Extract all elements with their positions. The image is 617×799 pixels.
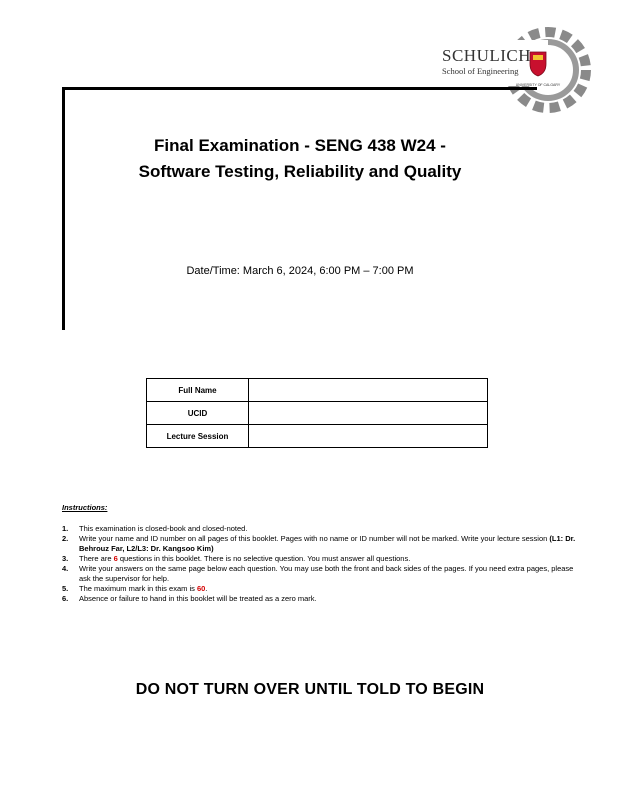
list-item — [62, 554, 582, 564]
item-text-tail: . — [205, 584, 208, 593]
item-number: 2. — [62, 534, 69, 543]
item-number: 1. — [62, 524, 69, 533]
do-not-turn-over-warning: DO NOT TURN OVER UNTIL TOLD TO BEGIN — [135, 681, 485, 698]
item-text-tail: questions in this booklet. There is no selective question. You must answer all questions. — [117, 554, 411, 563]
table-row — [147, 402, 488, 425]
list-item — [62, 524, 582, 534]
list-item — [62, 564, 582, 584]
exam-title — [90, 133, 510, 185]
question-count: 6 — [113, 554, 118, 563]
item-bold-text: (L1: Dr. Behrouz Far, L2/L3: Dr. Kangsoo Kim) — [79, 534, 576, 553]
list-item — [62, 594, 582, 604]
item-number: 5. — [62, 584, 69, 593]
schulich-logo — [436, 18, 596, 118]
list-item — [62, 584, 582, 594]
full-name-field[interactable] — [249, 379, 488, 402]
student-info-table — [146, 378, 488, 448]
exam-datetime: Date/Time: March 6, 2024, 6:00 PM – 7:00 PM — [186, 265, 414, 277]
table-row — [147, 425, 488, 448]
item-text: There are — [79, 554, 114, 563]
crest-text: UNIVERSITY OF CALGARY — [515, 83, 561, 87]
item-text: The maximum mark in this exam is — [79, 584, 197, 593]
item-text: Absence or failure to hand in this booklet will be treated as a zero mark. — [79, 594, 317, 603]
item-number: 3. — [62, 554, 69, 563]
exam-title-line1: Final Examination - SENG 438 W24 - — [154, 136, 446, 155]
ucid-label: UCID — [147, 402, 249, 425]
item-text: Write your name and ID number on all pages of this booklet. Pages with no name or ID number will not be marked. Write your lecture session — [79, 534, 550, 543]
frame-left-border — [62, 87, 65, 330]
instructions-list — [62, 524, 582, 604]
max-mark: 60 — [196, 584, 206, 593]
full-name-label: Full Name — [147, 379, 249, 402]
item-text: Write your answers on the same page below each question. You may use both the front and back sides of the pages. If you need extra pages, please ask the supervisor for help. — [79, 564, 574, 583]
lecture-session-field[interactable] — [249, 425, 488, 448]
crest-icon — [530, 52, 546, 76]
logo-subtitle: School of Engineering — [442, 66, 519, 76]
logo-name: SCHULICH — [442, 46, 532, 65]
ucid-field[interactable] — [249, 402, 488, 425]
instructions-heading: Instructions: — [62, 503, 108, 512]
item-number: 6. — [62, 594, 69, 603]
frame-top-border — [62, 87, 537, 90]
item-text: This examination is closed-book and closed-noted. — [79, 524, 248, 533]
item-number: 4. — [62, 564, 69, 573]
list-item — [62, 534, 582, 554]
exam-title-line2: Software Testing, Reliability and Quality — [138, 162, 462, 181]
lecture-session-label: Lecture Session — [147, 425, 249, 448]
table-row — [147, 379, 488, 402]
